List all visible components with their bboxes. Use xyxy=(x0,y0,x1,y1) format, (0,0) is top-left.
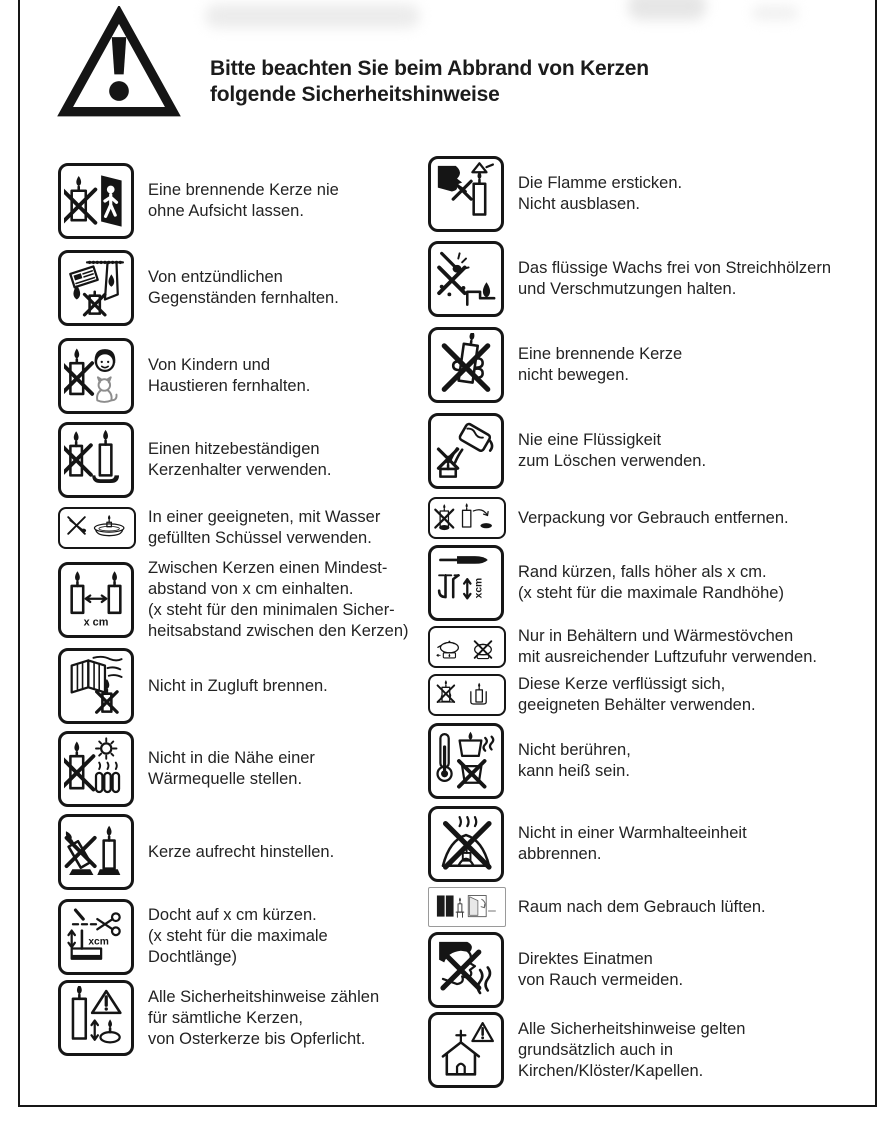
liquefying-candle-icon xyxy=(428,674,506,716)
safety-item-text xyxy=(518,674,756,716)
text-line: mit ausreichender Luftzufuhr verwenden. xyxy=(518,648,817,666)
svg-text:xcm: xcm xyxy=(88,936,109,948)
heatproof-holder-icon xyxy=(58,422,134,498)
text-line: Nicht in die Nähe einer xyxy=(148,748,315,767)
icon-cell xyxy=(58,648,148,724)
text-line: Das flüssige Wachs frei von Streichhölzern xyxy=(518,258,832,277)
left-column xyxy=(58,160,423,1057)
text-line: Nur in Behältern und Wärmestövchen xyxy=(518,627,794,645)
text-line: Nicht in einer Warmhalteeinheit xyxy=(518,823,747,842)
text-line: abstand von x cm einhalten. xyxy=(148,579,354,598)
safety-item-text xyxy=(148,267,339,309)
icon-cell xyxy=(58,731,148,807)
text-line: Raum nach dem Gebrauch lüften. xyxy=(518,897,766,916)
safety-item-text xyxy=(518,430,706,472)
text-line: Direktes Einatmen xyxy=(518,949,653,968)
no-heat-source-icon xyxy=(58,731,134,807)
text-line: Kerzenhalter verwenden. xyxy=(148,460,332,479)
flammable-objects-icon xyxy=(58,250,134,326)
candle-distance-icon xyxy=(58,562,134,638)
text-line: Nie eine Flüssigkeit xyxy=(518,430,662,449)
text-line: In einer geeigneten, mit Wasser xyxy=(148,508,381,526)
text-line: nicht bewegen. xyxy=(518,365,629,384)
icon-cell xyxy=(428,1012,518,1088)
safety-item xyxy=(428,802,868,885)
text-line: Eine brennende Kerze xyxy=(518,344,683,363)
text-line: Rand kürzen, falls höher als x cm. xyxy=(518,563,767,581)
safety-item-text xyxy=(148,676,328,697)
text-line: Nicht ausblasen. xyxy=(518,194,640,213)
safety-item-text xyxy=(148,748,315,790)
icon-cell xyxy=(428,723,518,799)
safety-item xyxy=(58,417,423,502)
title-line-2: folgende Sicherheitshinweise xyxy=(210,83,500,106)
safety-item xyxy=(58,502,423,554)
text-line: für sämtliche Kerzen, xyxy=(148,1008,303,1027)
safety-item xyxy=(58,160,423,242)
safety-item-text xyxy=(518,344,682,386)
trim-rim-icon xyxy=(428,545,504,621)
icon-cell xyxy=(58,899,148,975)
icon-cell xyxy=(58,250,148,326)
text-line: Zwischen Kerzen einen Mindest- xyxy=(148,558,388,577)
safety-item-text xyxy=(148,180,339,222)
right-column xyxy=(428,152,868,1090)
safety-item xyxy=(428,1010,868,1090)
trim-wick-icon xyxy=(58,899,134,975)
text-line: Von Kindern und xyxy=(148,355,271,374)
text-line: geeigneten Behälter verwenden. xyxy=(518,695,756,714)
svg-text:xcm: xcm xyxy=(473,577,485,599)
text-line: Kerze aufrecht hinstellen. xyxy=(148,842,335,861)
remove-packaging-icon xyxy=(428,497,506,539)
text-line: Eine brennende Kerze nie xyxy=(148,181,339,199)
text-line: zum Löschen verwenden. xyxy=(518,451,707,470)
safety-item xyxy=(58,727,423,810)
text-line: Von entzündlichen xyxy=(148,268,283,286)
text-line: Kirchen/Klöster/Kapellen. xyxy=(518,1061,704,1080)
no-liquid-extinguish-icon xyxy=(428,413,504,489)
icon-cell xyxy=(428,545,518,621)
text-line: Alle Sicherheitshinweise gelten xyxy=(518,1019,746,1038)
ventilate-room-icon xyxy=(428,887,506,927)
icon-cell xyxy=(428,932,518,1008)
page-title xyxy=(210,56,649,108)
safety-item-text xyxy=(518,897,766,918)
safety-item-text xyxy=(518,1019,745,1082)
icon-cell xyxy=(58,980,148,1056)
text-line: (x steht für die maximale Randhöhe) xyxy=(518,584,784,602)
icon-cell xyxy=(428,413,518,489)
clean-wax-icon xyxy=(428,241,504,317)
safety-item xyxy=(428,494,868,542)
text-line: und Verschmutzungen halten. xyxy=(518,279,737,298)
icon-cell xyxy=(428,887,518,927)
icon-cell xyxy=(428,626,518,668)
text-line: ohne Aufsicht lassen. xyxy=(148,202,304,220)
safety-item xyxy=(58,242,423,334)
safety-item-text xyxy=(148,987,379,1050)
safety-item xyxy=(428,885,868,929)
safety-item-text xyxy=(148,905,328,968)
text-line: von Osterkerze bis Opferlicht. xyxy=(148,1029,366,1048)
safety-item-text xyxy=(518,626,817,668)
safety-item xyxy=(428,152,868,235)
safety-item xyxy=(58,979,423,1057)
text-line: Nicht in Zugluft brennen. xyxy=(148,676,328,695)
warning-triangle-icon xyxy=(56,6,182,120)
safety-item xyxy=(428,624,868,670)
text-line: kann heiß sein. xyxy=(518,761,630,780)
safety-item-text xyxy=(148,439,331,481)
safety-item xyxy=(58,894,423,979)
scan-artifact xyxy=(205,4,420,28)
scan-artifact xyxy=(752,6,798,20)
safety-item xyxy=(58,645,423,727)
safety-item xyxy=(428,929,868,1010)
safety-item xyxy=(428,235,868,322)
upright-candle-icon xyxy=(58,814,134,890)
safety-item xyxy=(58,554,423,645)
safety-item xyxy=(428,407,868,494)
text-line: Verpackung vor Gebrauch entfernen. xyxy=(518,508,789,527)
icon-cell xyxy=(58,338,148,414)
text-line: (x steht für die maximale xyxy=(148,927,328,945)
text-line: Einen hitzebeständigen xyxy=(148,439,320,458)
icon-cell xyxy=(428,156,518,232)
text-line: abbrennen. xyxy=(518,844,602,863)
safety-item-text xyxy=(148,558,409,642)
no-draft-icon xyxy=(58,648,134,724)
safety-item-text xyxy=(148,355,310,397)
scan-artifact xyxy=(628,0,706,20)
svg-text:x cm: x cm xyxy=(83,616,109,629)
text-line: von Rauch vermeiden. xyxy=(518,970,684,989)
safety-item xyxy=(428,322,868,407)
icon-cell xyxy=(428,497,518,539)
text-line: Gegenständen fernhalten. xyxy=(148,289,339,307)
text-line: Dochtlänge) xyxy=(148,948,237,966)
safety-item xyxy=(428,670,868,719)
air-supply-container-icon xyxy=(428,626,506,668)
hot-do-not-touch-icon xyxy=(428,723,504,799)
all-candle-types-icon xyxy=(58,980,134,1056)
safety-item-text xyxy=(518,562,784,604)
safety-item-text xyxy=(518,258,831,300)
safety-item xyxy=(58,334,423,417)
no-smoke-inhalation-icon xyxy=(428,932,504,1008)
text-line: Haustieren fernhalten. xyxy=(148,376,311,395)
text-line: Alle Sicherheitshinweise zählen xyxy=(148,987,380,1006)
icon-cell xyxy=(58,422,148,498)
text-line: heitsabstand zwischen den Kerzen) xyxy=(148,621,409,640)
safety-item-text xyxy=(518,508,789,529)
title-line-1: Bitte beachten Sie beim Abbrand von Kerzen xyxy=(210,57,649,80)
text-line: (x steht für den minimalen Sicher- xyxy=(148,600,395,619)
icon-cell xyxy=(428,806,518,882)
text-line: gefüllten Schüssel verwenden. xyxy=(148,529,372,547)
icon-cell xyxy=(428,674,518,716)
water-bowl-icon xyxy=(58,507,136,549)
unattended-candle-icon xyxy=(58,163,134,239)
icon-cell xyxy=(428,241,518,317)
safety-item-text xyxy=(148,842,334,863)
smother-flame-icon xyxy=(428,156,504,232)
safety-item-text xyxy=(518,740,631,782)
churches-chapels-icon xyxy=(428,1012,504,1088)
icon-cell xyxy=(428,327,518,403)
safety-item-text xyxy=(518,173,682,215)
icon-cell xyxy=(58,814,148,890)
safety-item-text xyxy=(148,507,380,549)
text-line: Nicht berühren, xyxy=(518,740,631,759)
safety-item xyxy=(58,810,423,894)
safety-item xyxy=(428,542,868,624)
text-line: Diese Kerze verflüssigt sich, xyxy=(518,674,726,693)
text-line: Docht auf x cm kürzen. xyxy=(148,906,317,924)
text-line: grundsätzlich auch in xyxy=(518,1040,674,1059)
children-pets-icon xyxy=(58,338,134,414)
icon-cell xyxy=(58,507,148,549)
icon-cell xyxy=(58,562,148,638)
icon-cell xyxy=(58,163,148,239)
text-line: Die Flamme ersticken. xyxy=(518,173,683,192)
safety-item-text xyxy=(518,949,683,991)
safety-item-text xyxy=(518,823,747,865)
do-not-move-icon xyxy=(428,327,504,403)
safety-item xyxy=(428,719,868,802)
text-line: Wärmequelle stellen. xyxy=(148,769,303,788)
no-warming-unit-icon xyxy=(428,806,504,882)
